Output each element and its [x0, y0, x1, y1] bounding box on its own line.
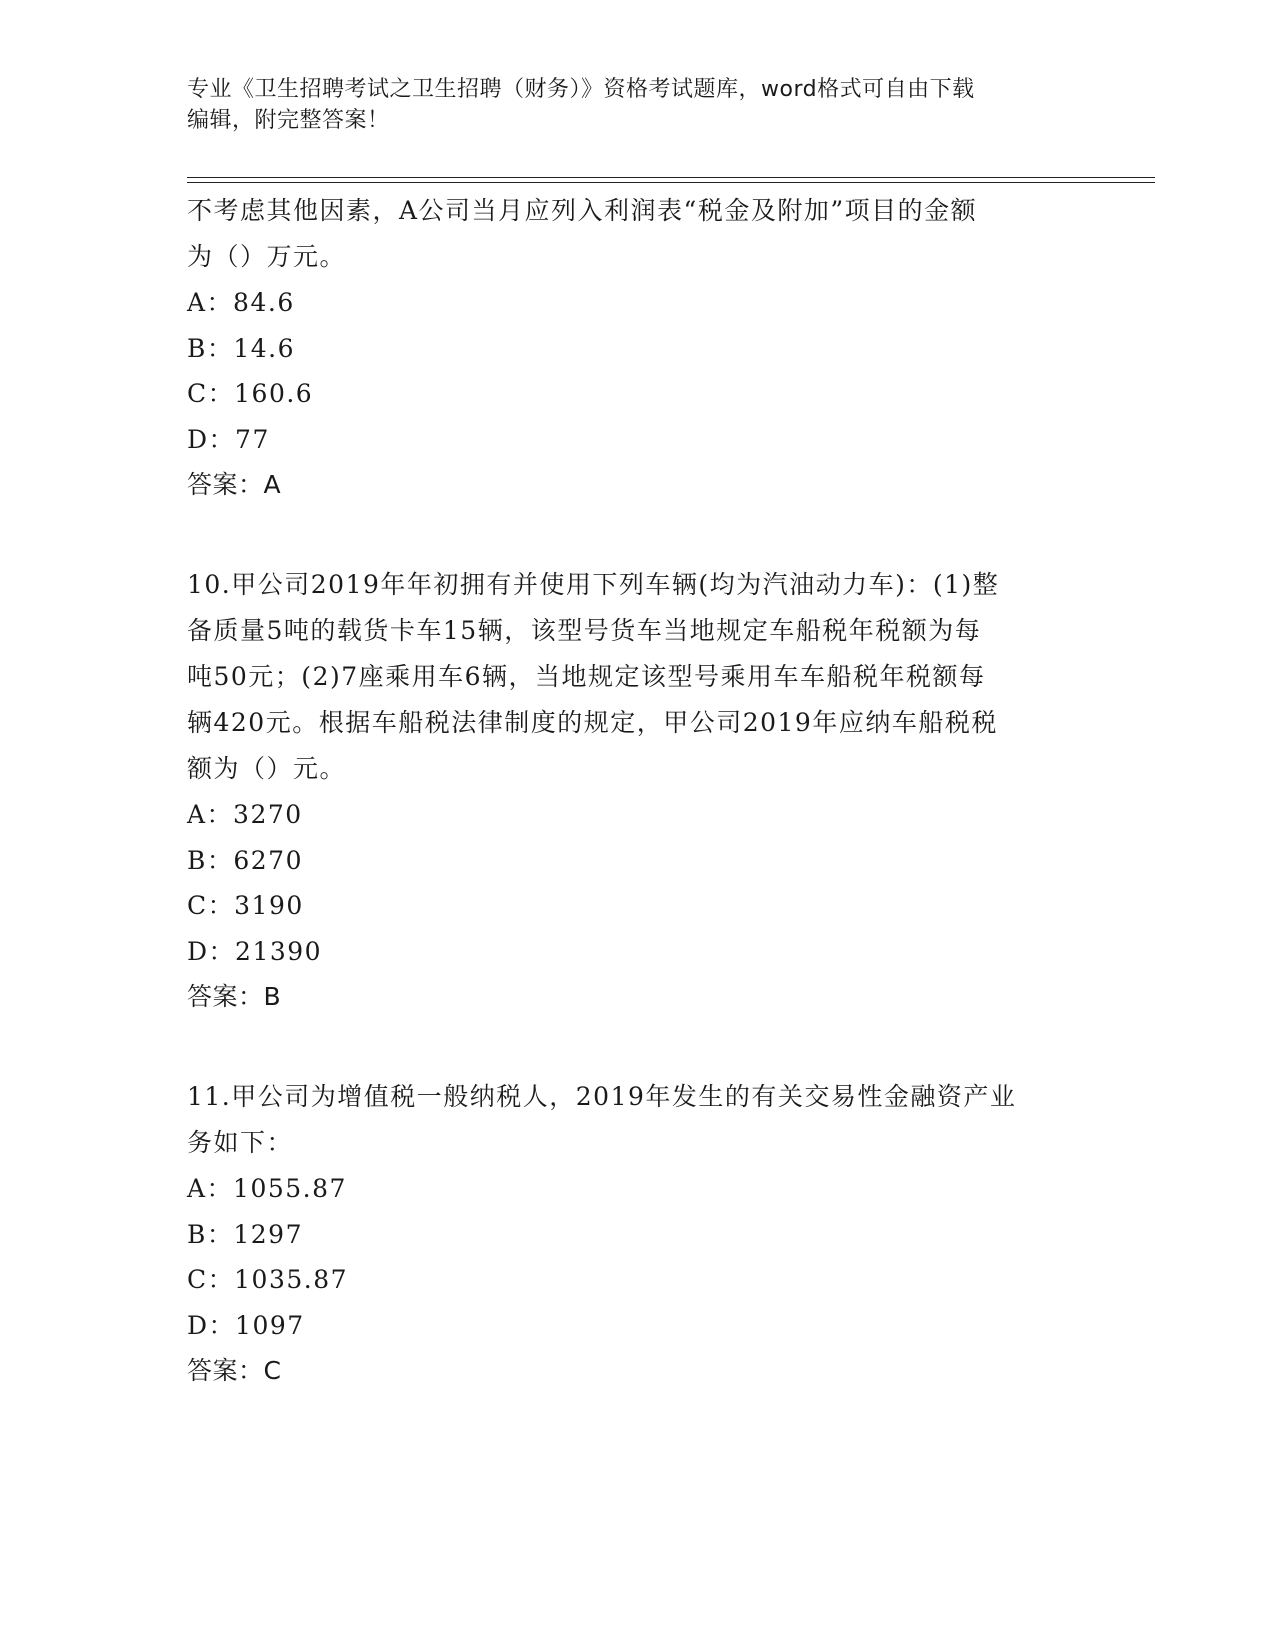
question-line: 10.甲公司2019年年初拥有并使用下列车辆(均为汽油动力车)：(1)整: [187, 570, 1000, 599]
question-block: [187, 188, 1087, 508]
answer-line: 答案：C: [187, 1356, 282, 1385]
option-b: B：14.6: [187, 333, 296, 363]
header-line-2: 编辑，附完整答案！: [187, 108, 390, 133]
question-line: 务如下：: [187, 1128, 294, 1157]
question-line: 不考虑其他因素，A公司当月应列入利润表“税金及附加”项目的金额: [187, 196, 978, 225]
answer-line: 答案：A: [187, 470, 282, 499]
header-line-1: 专业《卫生招聘考试之卫生招聘（财务）》资格考试题库，word格式可自由下载: [187, 77, 975, 102]
question-line: 辆420元。根据车船税法律制度的规定，甲公司2019年应纳车船税税: [187, 708, 998, 737]
option-d: D：21390: [187, 936, 323, 966]
option-c: C：3190: [187, 891, 304, 920]
question-block: [187, 562, 1087, 1020]
option-a: A：1055.87: [187, 1174, 347, 1203]
option-c: C：160.6: [187, 379, 314, 408]
document-header: [187, 74, 1067, 136]
header-divider-bottom: [187, 182, 1155, 183]
question-list: [187, 188, 1087, 1394]
option-c: C：1035.87: [187, 1265, 349, 1294]
question-line: 备质量5吨的载货卡车15辆，该型号货车当地规定车船税年税额为每: [187, 616, 982, 645]
option-b: B：6270: [187, 845, 303, 875]
question-line: 11.甲公司为增值税一般纳税人，2019年发生的有关交易性金融资产业: [187, 1082, 1017, 1111]
question-block: [187, 1074, 1087, 1394]
header-divider-top: [187, 177, 1155, 178]
question-spacer: [187, 1020, 1087, 1074]
option-a: A：84.6: [187, 288, 295, 317]
answer-line: 答案：B: [187, 982, 282, 1011]
option-d: D：77: [187, 424, 270, 454]
question-line: 为（）万元。: [187, 242, 347, 271]
question-line: 额为（）元。: [187, 754, 347, 783]
option-a: A：3270: [187, 800, 303, 829]
option-b: B：1297: [187, 1219, 303, 1249]
option-d: D：1097: [187, 1310, 305, 1340]
question-line: 吨50元；(2)7座乘用车6辆，当地规定该型号乘用车车船税年税额每: [187, 662, 986, 691]
question-spacer: [187, 508, 1087, 562]
